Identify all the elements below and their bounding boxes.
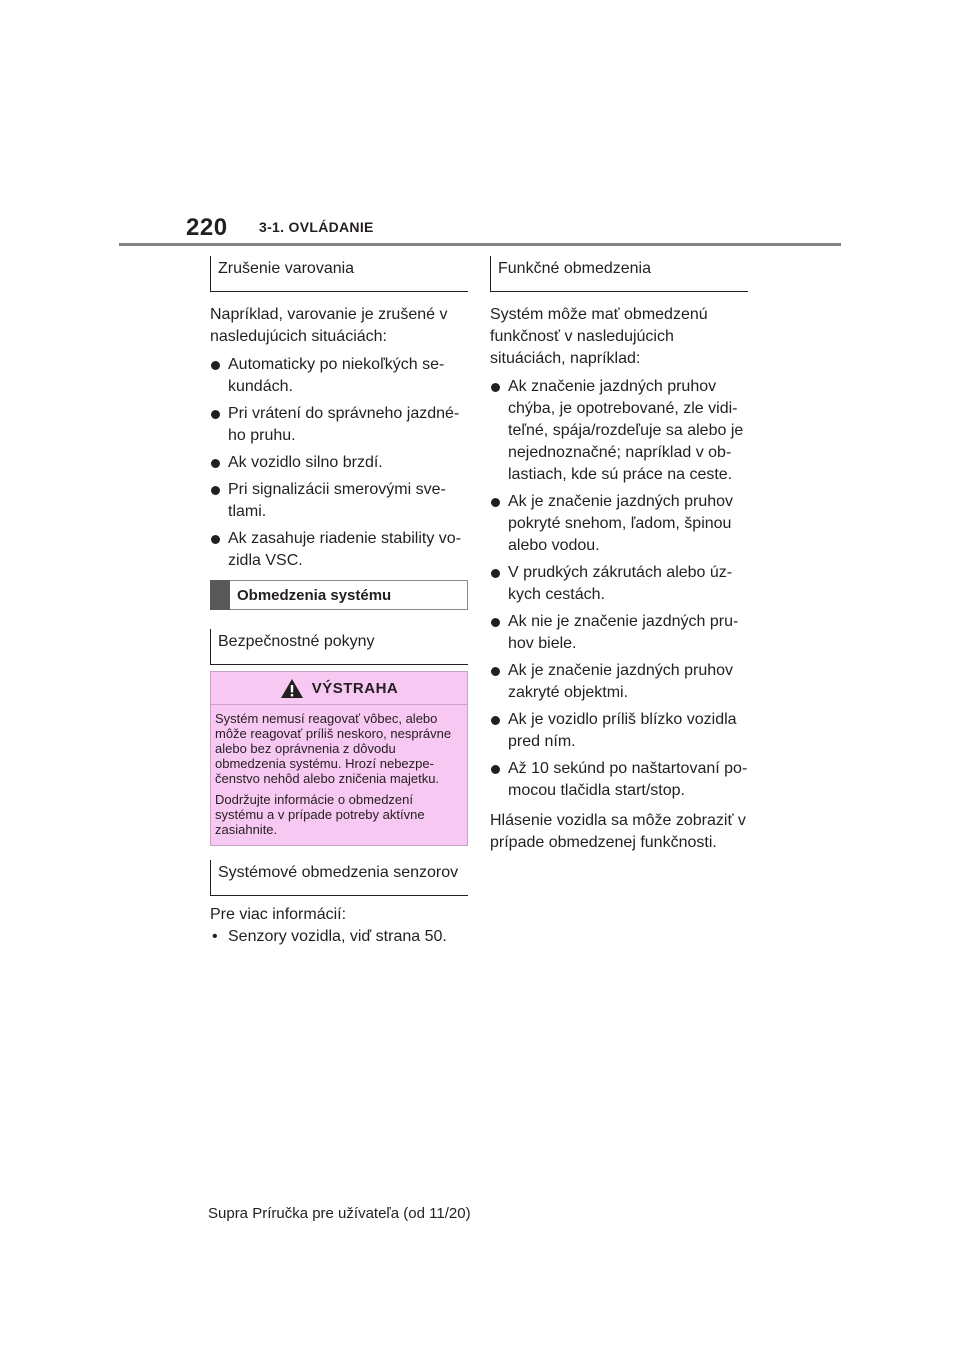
cancel-intro: Napríklad, varovanie je zrušené v nasledujúcich situáciách: <box>210 306 448 345</box>
section-title: 3-1. OVLÁDANIE <box>259 219 374 235</box>
warning-text-1: Systém nemusí reagovať vôbec, alebo môže reagovať príliš neskoro, nesprávne alebo bez oprávnenia z dôvodu obmedzenia systému. Hrozí nebezpečenstvo nehôd alebo zničenia majetku. <box>215 711 452 786</box>
cancel-list <box>210 354 468 572</box>
more-info-list <box>210 926 468 948</box>
sensor-heading: Systémové obmedzenia senzorov <box>210 860 468 896</box>
list-item: Ak je vozidlo príliš blízko vozidla pred ním. <box>490 709 748 753</box>
sensor-section <box>210 860 468 948</box>
func-closing: Hlásenie vozidla sa môže zobraziť v prípade obmedzenej funkčnosti. <box>490 812 746 851</box>
header-rule <box>119 243 841 246</box>
list-item: • Senzory vozidla, viď strana 50. <box>210 926 468 948</box>
list-item: Pri signalizácii smerovými svetlami. <box>210 479 468 523</box>
warning-section <box>210 671 468 846</box>
safety-heading: Bezpečnostné pokyny <box>210 629 468 665</box>
cancel-heading: Zrušenie varovania <box>210 256 468 292</box>
system-box-wrap <box>210 580 468 610</box>
warning-triangle-icon <box>280 678 304 699</box>
func-list <box>490 376 748 802</box>
section-marker <box>210 580 230 610</box>
list-item: Ak zasahuje riadenie stability vozidla VSC. <box>210 528 468 572</box>
func-intro: Systém môže mať obmedzenú funkčnosť v nasledujúcich situáciách, napríklad: <box>490 306 708 367</box>
list-item: Pri vrátení do správneho jazdného pruhu. <box>210 403 468 447</box>
list-item: Ak je značenie jazdných pruhov zakryté objektmi. <box>490 660 748 704</box>
list-item: Ak nie je značenie jazdných pruhov biele. <box>490 611 748 655</box>
system-limits-heading <box>210 580 468 610</box>
right-column <box>490 256 748 854</box>
list-item: Ak vozidlo silno brzdí. <box>210 452 468 474</box>
warning-label: VÝSTRAHA <box>311 679 399 697</box>
list-item: V prudkých zákrutách alebo úzkych cestách. <box>490 562 748 606</box>
list-item: Ak značenie jazdných pruhov chýba, je opotrebované, zle viditeľné, spája/rozdeľuje sa alebo je nejednoznačné; napríklad v oblastiach, kde sú práce na ceste. <box>490 376 748 486</box>
footer-text: Supra Príručka pre užívateľa (od 11/20) <box>208 1205 471 1222</box>
safety-section <box>210 629 468 665</box>
left-column <box>210 256 468 572</box>
system-limits-label: Obmedzenia systému <box>237 586 392 604</box>
warning-header <box>211 672 467 705</box>
func-heading: Funkčné obmedzenia <box>490 256 748 292</box>
page-number: 220 <box>186 214 228 241</box>
more-info: Pre viac informácií: <box>210 906 347 923</box>
list-item: Až 10 sekúnd po naštartovaní pomocou tlačidla start/stop. <box>490 758 748 802</box>
warning-text-2: Dodržujte informácie o obmedzení systému a v prípade potreby aktívne zasiahnite. <box>215 792 425 837</box>
list-item: Ak je značenie jazdných pruhov pokryté snehom, ľadom, špinou alebo vodou. <box>490 491 748 557</box>
warning-box <box>210 671 468 846</box>
list-item: Automaticky po niekoľkých sekundách. <box>210 354 468 398</box>
